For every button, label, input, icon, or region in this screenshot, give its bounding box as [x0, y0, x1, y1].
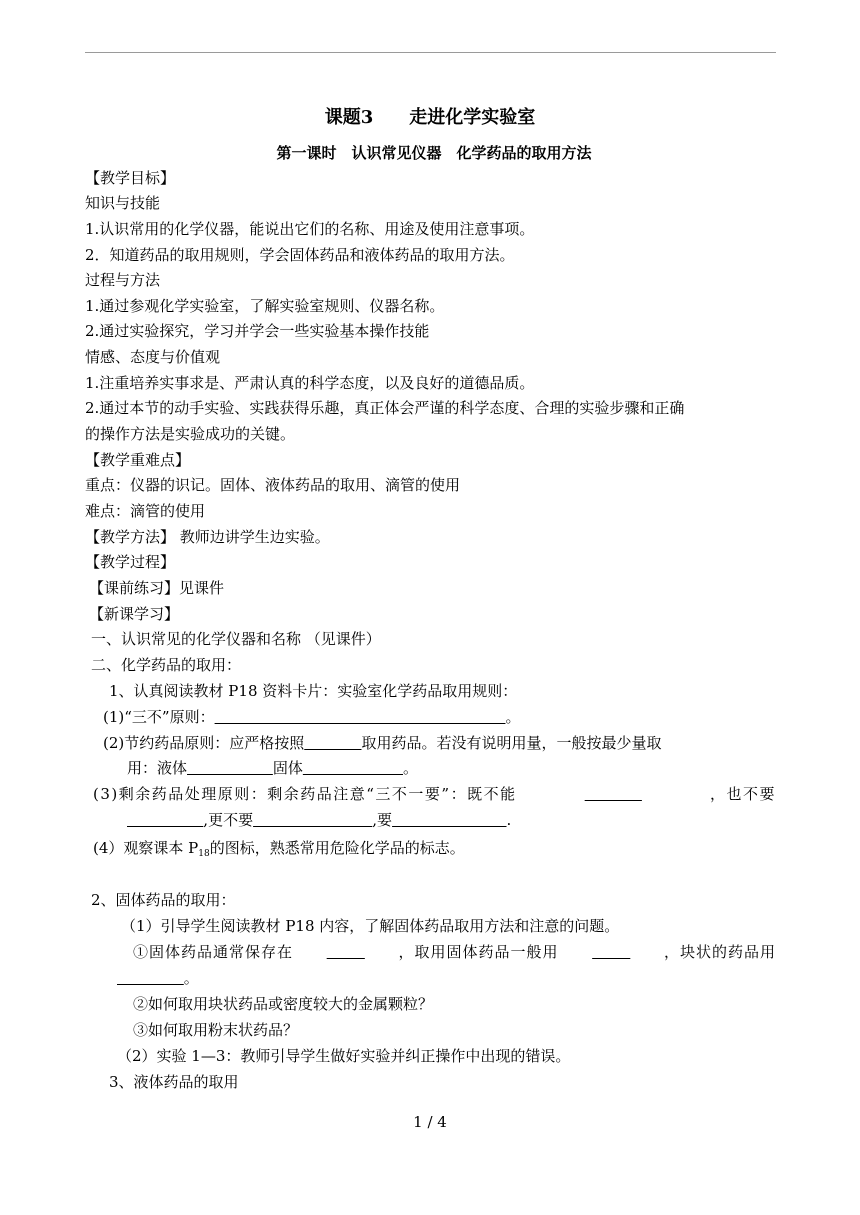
- rule-2-blank-1[interactable]: [304, 734, 361, 752]
- keypoint-text: 重点：仪器的识记。固体、液体药品的取用、滴管的使用: [85, 476, 461, 494]
- rule-3-prefix: (3)剩余药品处理原则：剩余药品注意“三不一要”：既不能: [93, 785, 517, 803]
- q1-blank-2[interactable]: [592, 942, 630, 962]
- rule-3-blank-1[interactable]: [585, 784, 642, 804]
- rule-4-line: [93, 838, 465, 858]
- rule-4-prefix: (4）观察课本 P: [93, 839, 199, 857]
- rule-3-blank-3[interactable]: [253, 811, 372, 829]
- rule-2b-prefix: 用：液体: [127, 759, 188, 777]
- q1-c: ，块状的药品用: [663, 943, 776, 961]
- rule-3-line: [93, 784, 776, 804]
- rule-4-suffix: 的图标，熟悉常用危险化学品的标志。: [209, 839, 465, 857]
- rule-1-line: [103, 707, 520, 727]
- rule-1-prefix: (1)“三不”原则：: [103, 708, 215, 726]
- rule-1-end: 。: [505, 708, 521, 726]
- page-subtitle: 第一课时 认识常见仪器 化学药品的取用方法: [276, 144, 592, 162]
- prepractice-text: 见课件: [179, 579, 225, 597]
- item-2-1: （1）引导学生阅读教材 P18 内容，了解固体药品取用方法和注意的问题。: [121, 917, 620, 935]
- rule-2b-mid: 固体: [272, 759, 303, 777]
- page-title: 课题3 走进化学实验室: [324, 107, 536, 128]
- item-2-2: （2）实验 1—3：教师引导学生做好实验并纠正操作中出现的错误。: [117, 1047, 571, 1065]
- rule-2b-end: 。: [403, 759, 419, 777]
- question-2: ②如何取用块状药品或密度较大的金属颗粒？: [133, 995, 434, 1013]
- rule-4-subscript: 18: [198, 849, 210, 859]
- process-item-2: 2.通过实验探究，学习并学会一些实验基本操作技能: [85, 322, 430, 340]
- keypoints-heading: 【教学重难点】: [85, 451, 191, 469]
- prepractice-line: [89, 578, 224, 598]
- newlearning-heading: 【新课学习】: [89, 605, 180, 623]
- q1-b: ，取用固体药品一般用: [398, 943, 559, 961]
- page-number: 1 / 4: [413, 1113, 447, 1131]
- rule-3b-2: ,要: [372, 811, 393, 829]
- method-label: 【教学方法】: [85, 528, 176, 546]
- rule-2-mid: 取用药品。若没有说明用量，一般按最少量取: [361, 734, 662, 752]
- question-1-line: [133, 942, 776, 962]
- prepractice-label: 【课前练习】: [89, 579, 180, 597]
- rule-3b-line: [127, 810, 511, 830]
- rule-3b-1: ,更不要: [203, 811, 254, 829]
- emotion-item-2b: 的操作方法是实验成功的关键。: [85, 425, 296, 443]
- item-1: 1、认真阅读教材 P18 资料卡片：实验室化学药品取用规则：: [109, 682, 518, 700]
- knowledge-item-1: 1.认识常用的化学仪器，能说出它们的名称、用途及使用注意事项。: [85, 220, 535, 238]
- q1-blank-1[interactable]: [327, 942, 365, 962]
- process-main-heading: 【教学过程】: [85, 553, 176, 571]
- rule-3b-end: .: [506, 811, 512, 829]
- rule-2-solid-blank[interactable]: [303, 759, 403, 777]
- rule-3-blank-2[interactable]: [127, 811, 203, 829]
- rule-3-blank-4[interactable]: [392, 811, 506, 829]
- difficulty-text: 难点：滴管的使用: [85, 502, 206, 520]
- knowledge-item-2: 2．知道药品的取用规则，学会固体药品和液体药品的取用方法。: [85, 246, 515, 264]
- q1-end: 。: [183, 969, 199, 987]
- emotion-item-1: 1.注重培养实事求是、严肃认真的科学态度，以及良好的道德品质。: [85, 374, 535, 392]
- rule-2-prefix: (2)节约药品原则：应严格按照: [103, 734, 305, 752]
- objectives-heading: 【教学目标】: [85, 169, 176, 187]
- emotion-item-2a: 2.通过本节的动手实验、实践获得乐趣，真正体会严谨的科学态度、合理的实验步骤和正确: [85, 399, 685, 417]
- rule-2b-line: [127, 758, 418, 778]
- section-1: 一、认识常见的化学仪器和名称 （见课件）: [91, 630, 381, 648]
- question-1b-line: [117, 968, 199, 988]
- item-3: 3、液体药品的取用: [109, 1073, 239, 1091]
- section-2: 二、化学药品的取用：: [91, 656, 242, 674]
- knowledge-heading: 知识与技能: [85, 194, 161, 212]
- process-heading: 过程与方法: [85, 271, 161, 289]
- rule-2-line: [103, 733, 661, 753]
- item-2: 2、固体药品的取用：: [91, 891, 236, 909]
- process-item-1: 1.通过参观化学实验室，了解实验室规则、仪器名称。: [85, 297, 445, 315]
- q1-a: ①固体药品通常保存在: [133, 943, 294, 961]
- question-3: ③如何取用粉末状药品？: [133, 1021, 299, 1039]
- rule-2-liquid-blank[interactable]: [187, 759, 273, 777]
- rule-3-end: ，也不要: [709, 785, 776, 803]
- emotion-heading: 情感、态度与价值观: [85, 348, 221, 366]
- rule-1-blank[interactable]: [215, 708, 506, 726]
- method-text: 教师边讲学生边实验。: [175, 528, 330, 546]
- method-line: [85, 527, 330, 547]
- header-rule: [85, 52, 776, 53]
- q1-blank-3[interactable]: [117, 969, 184, 987]
